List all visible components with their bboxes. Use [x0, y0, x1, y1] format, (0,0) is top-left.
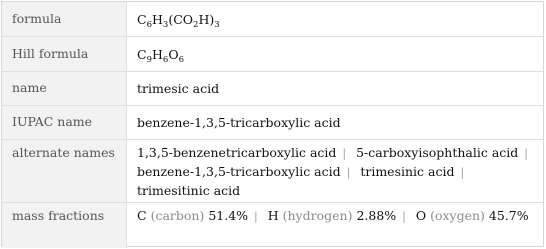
formula-subscript: 6 — [146, 20, 152, 30]
alternate-name: benzene-1,3,5-tricarboxylic acid — [137, 164, 341, 179]
alternate-name: 1,3,5-benzenetricarboxylic acid — [137, 145, 337, 160]
properties-table — [1, 1, 544, 247]
iupac-name-label: IUPAC name — [12, 114, 93, 129]
formula-part: (CO — [168, 12, 194, 27]
mass-fraction-item — [416, 208, 485, 223]
separator: | — [254, 210, 258, 223]
formula-part: H — [152, 12, 163, 27]
label-cell — [2, 106, 127, 139]
row-iupac-name — [2, 106, 543, 140]
hill-formula-label: Hill formula — [12, 46, 89, 61]
formula-value — [137, 11, 535, 29]
element-symbol: O — [415, 208, 427, 223]
mass-fractions-label: mass fractions — [12, 208, 105, 223]
row-hill-formula — [2, 37, 543, 72]
formula-subscript: 6 — [162, 55, 169, 65]
element-name: (oxygen) — [430, 208, 485, 223]
element-percent: 2.88% — [356, 208, 397, 223]
mass-fractions-value — [137, 207, 535, 226]
separator: | — [346, 166, 351, 179]
element-percent: 45.7% — [488, 208, 529, 223]
formula-label: formula — [12, 11, 62, 26]
label-cell — [2, 72, 127, 105]
element-symbol: C — [137, 208, 147, 223]
label-cell — [2, 37, 127, 71]
label-cell — [2, 2, 127, 36]
formula-part: C — [137, 12, 147, 27]
iupac-name-value: benzene-1,3,5-tricarboxylic acid — [137, 115, 341, 130]
name-label: name — [12, 80, 47, 95]
separator: | — [524, 147, 529, 160]
mass-fraction-item — [137, 208, 248, 223]
row-formula — [2, 2, 543, 37]
formula-subscript: 6 — [178, 55, 184, 65]
element-symbol: H — [267, 208, 279, 223]
formula-part: C — [137, 47, 147, 62]
element-name: (carbon) — [150, 208, 205, 223]
formula-part: H) — [198, 12, 215, 27]
alternate-name: trimesinic acid — [360, 164, 455, 179]
formula-part: O — [168, 47, 179, 62]
label-cell — [2, 140, 127, 202]
alternate-name: trimesitinic acid — [137, 183, 241, 198]
row-mass-fractions — [2, 203, 543, 248]
separator: | — [342, 147, 347, 160]
element-name: (hydrogen) — [282, 208, 353, 223]
mass-fraction-item — [268, 208, 396, 223]
row-alternate-names — [2, 140, 543, 203]
formula-subscript: 3 — [162, 20, 169, 30]
formula-subscript: 2 — [193, 20, 199, 30]
alternate-names-value — [137, 144, 535, 200]
element-percent: 51.4% — [208, 208, 249, 223]
label-cell — [2, 203, 127, 248]
name-value: trimesic acid — [137, 81, 220, 96]
alternate-name: 5-carboxyisophthalic acid — [356, 145, 519, 160]
alternate-names-label: alternate names — [12, 145, 115, 160]
separator: | — [460, 166, 465, 179]
row-name — [2, 72, 543, 106]
formula-subscript: 3 — [214, 20, 220, 30]
separator: | — [402, 210, 406, 223]
hill-formula-value — [137, 46, 535, 64]
formula-subscript: 9 — [146, 55, 152, 65]
formula-part: H — [152, 47, 163, 62]
